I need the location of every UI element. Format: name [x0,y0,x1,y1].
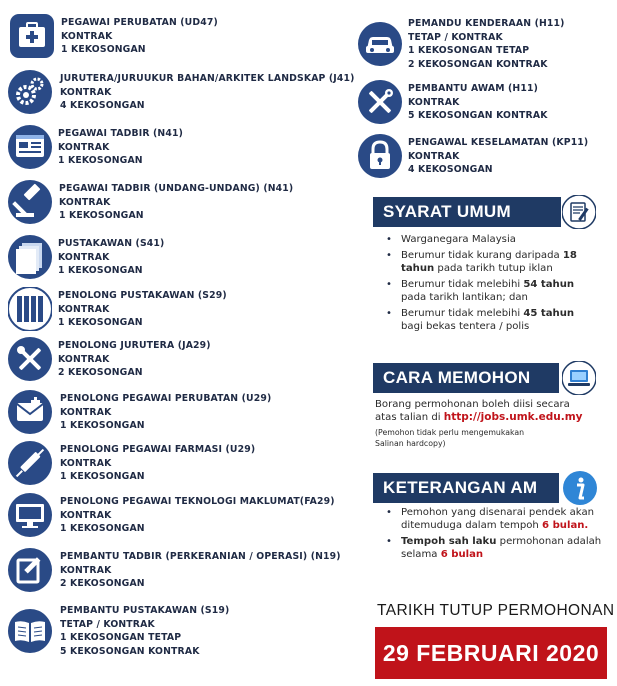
job-vacancy: 1 KEKOSONGAN [60,523,145,535]
job-type: KONTRAK [59,196,111,208]
cara-description: Borang permohonan boleh diisi secara atas talian di http://jobs.umk.edu.my [375,399,583,423]
info-icon [563,471,597,505]
job-title: PENOLONG PEGAWAI TEKNOLOGI MAKLUMAT(FA29) [60,496,335,507]
job-vacancy: 1 KEKOSONGAN TETAP [60,632,182,644]
job-vacancy: 2 KEKOSONGAN [58,367,143,379]
job-vacancy: 1 KEKOSONGAN TETAP [408,45,530,57]
gavel-icon [8,180,52,224]
keterangan-am-heading: KETERANGAN AM [373,473,559,503]
dashboard-icon [8,125,52,169]
job-vacancy: 4 KEKOSONGAN [408,164,493,176]
job-title: PENOLONG PEGAWAI FARMASI (U29) [60,444,256,455]
gears-icon [8,70,52,114]
job-title: PENGAWAL KESELAMATAN (KP11) [408,137,589,148]
job-vacancy: 1 KEKOSONGAN [59,210,144,222]
job-type: KONTRAK [408,150,460,162]
job-vacancy-contract: 2 KEKOSONGAN KONTRAK [408,58,548,70]
syarat-item: • Berumur tidak melebihi 54 tahun pada tarikh lantikan; dan [383,278,615,304]
job-type: KONTRAK [61,30,113,42]
tools-icon [8,337,52,381]
job-type: TETAP / KONTRAK [408,31,503,43]
syarat-item: • Berumur tidak melebihi 45 tahun bagi bekas tentera / polis [383,307,615,333]
job-title: PEMANDU KENDERAAN (H11) [408,18,565,29]
job-title: PUSTAKAWAN (S41) [58,238,165,249]
job-type: KONTRAK [60,457,112,469]
cara-note: (Pemohon tidak perlu mengemukakan Salinan hardcopy) [375,428,525,448]
pages-icon [8,235,52,279]
cara-memohon-heading: CARA MEMOHON [373,363,559,393]
books-icon [8,287,52,331]
syarat-item: • Berumur tidak kurang daripada 18 tahun pada tarikh tutup iklan [383,249,615,275]
job-type: KONTRAK [58,251,110,263]
job-type: KONTRAK [60,406,112,418]
syarat-umum-heading: SYARAT UMUM [373,197,561,227]
job-type: KONTRAK [58,353,110,365]
job-title: PEMBANTU PUSTAKAWAN (S19) [60,605,230,616]
job-vacancy-contract: 5 KEKOSONGAN KONTRAK [60,645,200,657]
job-type: KONTRAK [408,96,460,108]
job-vacancy: 2 KEKOSONGAN [60,578,145,590]
laptop-icon [562,361,596,395]
job-title: PENOLONG PUSTAKAWAN (S29) [58,290,227,301]
job-title: PEMBANTU AWAM (H11) [408,83,538,94]
job-vacancy: 1 KEKOSONGAN [60,471,145,483]
medical-kit-icon [10,14,54,58]
syringe-icon [8,441,52,485]
job-title: JURUTERA/JURUUKUR BAHAN/ARKITEK LANDSKAP (J41) [60,73,355,84]
medical-envelope-icon [8,390,52,434]
job-title: PEGAWAI PERUBATAN (UD47) [61,17,218,28]
job-title: PENOLONG JURUTERA (JA29) [58,340,211,351]
monitor-icon [8,493,52,537]
document-pen-icon [562,195,596,229]
closing-date-label: TARIKH TUTUP PERMOHONAN [377,602,615,619]
job-vacancy: 1 KEKOSONGAN [60,420,145,432]
job-type: KONTRAK [60,86,112,98]
syarat-list [383,233,615,336]
job-title: PEGAWAI TADBIR (UNDANG-UNDANG) (N41) [59,183,294,194]
job-type: KONTRAK [58,141,110,153]
job-title: PEGAWAI TADBIR (N41) [58,128,183,139]
job-type: TETAP / KONTRAK [60,618,155,630]
job-title: PEMBANTU TADBIR (PERKERANIAN / OPERASI) (N19) [60,551,341,562]
car-icon [358,22,402,66]
job-vacancy: 5 KEKOSONGAN KONTRAK [408,110,548,122]
job-vacancy: 1 KEKOSONGAN [58,155,143,167]
edit-icon [8,548,52,592]
closing-date-banner: 29 FEBRUARI 2020 [375,627,607,679]
job-vacancy: 1 KEKOSONGAN [58,265,143,277]
keterangan-item: • Tempoh sah laku permohonan adalah selama 6 bulan [383,535,615,561]
job-type: KONTRAK [60,509,112,521]
application-url-link[interactable]: http://jobs.umk.edu.my [443,411,583,423]
job-type: KONTRAK [58,303,110,315]
job-title: PENOLONG PEGAWAI PERUBATAN (U29) [60,393,272,404]
job-vacancy: 1 KEKOSONGAN [61,44,146,56]
job-vacancy: 4 KEKOSONGAN [60,100,145,112]
job-type: KONTRAK [60,564,112,576]
keterangan-list [383,506,615,564]
padlock-icon [358,134,402,178]
job-vacancy: 1 KEKOSONGAN [58,317,143,329]
wrench-screwdriver-icon [358,80,402,124]
keterangan-item: • Pemohon yang disenarai pendek akan ditemuduga dalam tempoh 6 bulan. [383,506,615,532]
syarat-item: • Warganegara Malaysia [383,233,615,246]
open-book-icon [8,609,52,653]
